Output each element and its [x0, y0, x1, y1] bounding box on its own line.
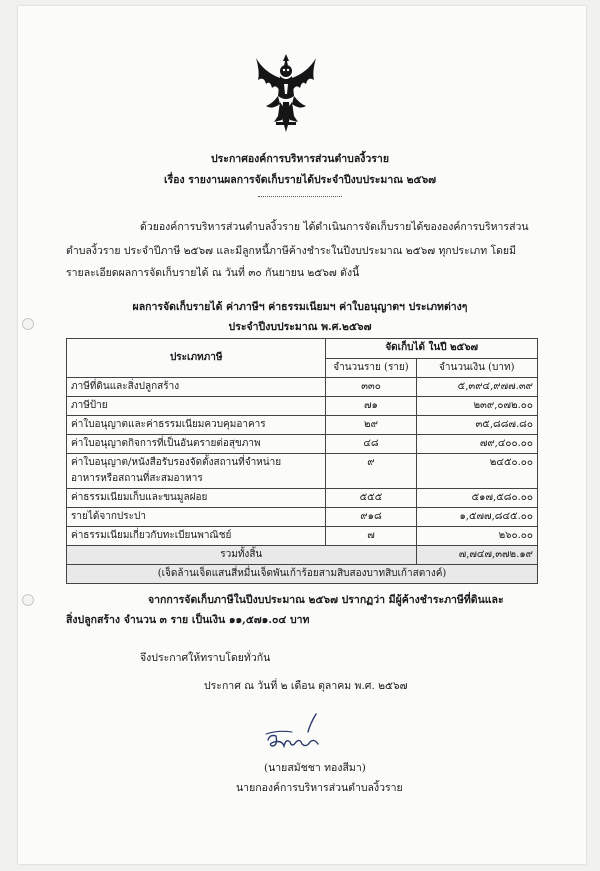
table-row: [67, 397, 538, 416]
header-amount: จำนวนเงิน (บาท): [416, 358, 537, 378]
row-amount: ๑,๕๗๗,๘๔๕.๐๐: [416, 508, 537, 527]
row-count: ๔๘: [326, 435, 416, 454]
table-row: [67, 508, 538, 527]
org-title: ประกาศองค์การบริหารส่วนตำบลงิ้วราย: [211, 153, 389, 165]
revenue-table: [66, 338, 538, 584]
summary-line-2: สิ่งปลูกสร้าง จำนวน ๓ ราย เป็นเงิน ๑๑,๕๗๑.๐๔ บาท: [66, 614, 310, 626]
signatory-name: (นายสมัชชา ทองสีมา): [264, 762, 366, 774]
closing-text: จึงประกาศให้ทราบโดยทั่วกัน: [140, 652, 271, 664]
table-row: [67, 378, 538, 397]
total-row: [67, 546, 538, 565]
header-tax-type: ประเภทภาษี: [67, 339, 326, 378]
row-type: ค่าใบอนุญาตกิจการที่เป็นอันตรายต่อสุขภาพ: [67, 435, 326, 454]
row-type: [67, 454, 326, 489]
total-amount: ๗,๗๔๗,๓๗๒.๑๙: [416, 546, 537, 565]
punch-hole: [22, 594, 34, 606]
row-type: ค่าใบอนุญาตและค่าธรรมเนียมควบคุมอาคาร: [67, 416, 326, 435]
row-amount: ๓๕,๘๘๗.๘๐: [416, 416, 537, 435]
row-count: ๕๕๕: [326, 489, 416, 508]
row-count: ๙: [326, 454, 416, 489]
row-count: ๓๓๐: [326, 378, 416, 397]
row-type-line-1: ค่าใบอนุญาต/หนังสือรับรองจัดตั้งสถานที่จำหน่าย: [71, 457, 282, 468]
header-collected-group: จัดเก็บได้ ในปี ๒๕๖๗: [326, 339, 538, 359]
row-count: ๒๙: [326, 416, 416, 435]
row-type: ค่าธรรมเนียมเก็บและขนมูลฝอย: [67, 489, 326, 508]
intro-line-1: ด้วยองค์การบริหารส่วนตำบลงิ้วราย ได้ดำเนินการจัดเก็บรายได้ขององค์การบริหารส่วน: [140, 221, 529, 233]
intro-line-3: รายละเอียดผลการจัดเก็บรายได้ ณ วันที่ ๓๐ กันยายน ๒๕๖๗ ดังนี้: [66, 267, 360, 279]
table-row: [67, 416, 538, 435]
row-type: ภาษีที่ดินและสิ่งปลูกสร้าง: [67, 378, 326, 397]
row-count: ๗๑: [326, 397, 416, 416]
row-amount: ๕๑๗,๕๘๐.๐๐: [416, 489, 537, 508]
intro-line-2: ตำบลงิ้วราย ประจำปีภาษี ๒๕๖๗ และมีลูกหนี้ภาษีค้างชำระในปีงบประมาณ ๒๕๖๗ ทุกประเภท โดยมี: [66, 245, 516, 257]
row-amount: ๒๖๐.๐๐: [416, 527, 537, 546]
separator-line: [258, 196, 342, 197]
row-type: ภาษีป้าย: [67, 397, 326, 416]
garuda-emblem-icon: [254, 52, 318, 138]
total-words-row: [67, 565, 538, 584]
row-amount: ๒๓๙,๐๗๒.๐๐: [416, 397, 537, 416]
header-count: จำนวนราย (ราย): [326, 358, 416, 378]
summary-line-1: จากการจัดเก็บภาษีในปีงบประมาณ ๒๕๖๗ ปรากฏว่า มีผู้ค้างชำระภาษีที่ดินและ: [148, 594, 504, 606]
table-title-line-2: ประจำปีงบประมาณ พ.ศ.๒๕๖๗: [228, 321, 372, 333]
row-amount: ๗๙,๔๐๐.๐๐: [416, 435, 537, 454]
signatory-position: นายกองค์การบริหารส่วนตำบลงิ้วราย: [236, 782, 403, 794]
row-type: รายได้จากประปา: [67, 508, 326, 527]
table-row: [67, 454, 538, 489]
row-amount: ๒๔๕๐.๐๐: [416, 454, 537, 489]
total-amount-words: (เจ็ดล้านเจ็ดแสนสี่หมื่นเจ็ดพันเก้าร้อยสามสิบสองบาทสิบเก้าสตางค์): [67, 565, 538, 584]
document-subject: เรื่อง รายงานผลการจัดเก็บรายได้ประจำปีงบประมาณ ๒๕๖๗: [163, 174, 437, 186]
table-title-line-1: ผลการจัดเก็บรายได้ ค่าภาษีฯ ค่าธรรมเนียมฯ ค่าใบอนุญาตฯ ประเภทต่างๆ: [132, 301, 468, 313]
row-count: ๙๑๘: [326, 508, 416, 527]
table-row: [67, 489, 538, 508]
announcement-date: ประกาศ ณ วันที่ ๒ เดือน ตุลาคม พ.ศ. ๒๕๖๗: [204, 680, 408, 692]
row-type-line-2: อาหารหรือสถานที่สะสมอาหาร: [71, 473, 203, 484]
table-row: [67, 527, 538, 546]
total-label: รวมทั้งสิ้น: [67, 546, 417, 565]
row-count: ๗: [326, 527, 416, 546]
row-type: ค่าธรรมเนียมเกี่ยวกับทะเบียนพาณิชย์: [67, 527, 326, 546]
row-amount: ๕,๓๙๔,๙๗๗.๓๙: [416, 378, 537, 397]
handwritten-signature: [262, 712, 326, 758]
table-row: [67, 435, 538, 454]
